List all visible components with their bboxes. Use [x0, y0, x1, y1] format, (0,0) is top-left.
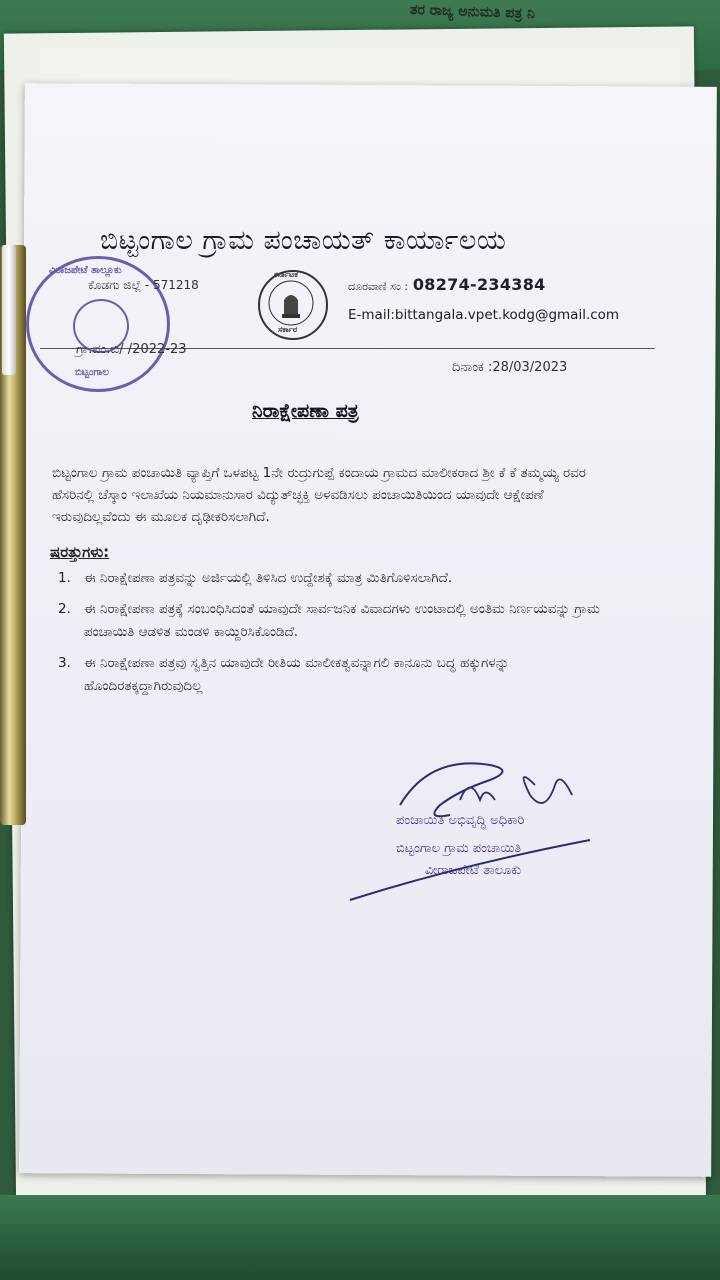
- condition-text: ಈ ನಿರಾಕ್ಷೇಪಣಾ ಪತ್ರವನ್ನು ಅರ್ಜಿಯಲ್ಲಿ ತಿಳಿಸಿದ ಉದ್ದೇಶಕ್ಕೆ ಮಾತ್ರ ಮಿತಿಗೊಳಿಸಲಾಗಿದೆ.: [84, 570, 453, 586]
- phone-number: 08274-234384: [412, 275, 546, 294]
- signatory-office: ಬಿಟ್ಟಂಗಾಲ ಗ್ರಾಮ ಪಂಚಾಯಿತಿ: [396, 841, 522, 856]
- stamp-top-text: ವಿರಾಜಪೇಟೆ ತಾಲ್ಲೂಕು: [49, 265, 122, 276]
- document-title: ನಿರಾಕ್ಷೇಪಣಾ ಪತ್ರ: [252, 400, 359, 422]
- phone-row: [348, 275, 546, 294]
- condition-item: [58, 567, 614, 590]
- condition-item: [58, 652, 614, 698]
- condition-number: 2.: [58, 601, 71, 617]
- office-title: ಬಿಟ್ಟಂಗಾಲ ಗ್ರಾಮ ಪಂಚಾಯತ್ ಕಾರ್ಯಾಲಯ: [100, 225, 507, 256]
- conditions-list: [58, 567, 614, 706]
- emblem-bottom-text: ಸರ್ಕಾರ: [278, 325, 298, 334]
- condition-text: ಈ ನಿರಾಕ್ಷೇಪಣಾ ಪತ್ರವು ಸ್ವತ್ತಿನ ಯಾವುದೇ ರೀತಿಯ ಮಾಲೀಕತ್ವವನ್ನಾಗಲಿ ಕಾನೂನು ಬದ್ಧ ಹಕ್ಕುಗಳನ್ನು ಹೊಂದಿರತಕ್ಕದ್ದಾಗಿರುವುದಿಲ್ಲ: [84, 655, 510, 694]
- condition-item: [58, 598, 614, 644]
- letter-date: ದಿನಾಂಕ :28/03/2023: [452, 360, 568, 375]
- address-line: ಕೊಡಗು ಜಿಲ್ಲೆ - 571218: [88, 278, 199, 292]
- condition-text: ಈ ನಿರಾಕ್ಷೇಪಣಾ ಪತ್ರಕ್ಕೆ ಸಂಬಂಧಿಸಿದಂತೆ ಯಾವುದೇ ಸಾರ್ವಜನಿಕ ವಿವಾದಗಳು ಉಂಟಾದಲ್ಲಿ ಅಂತಿಮ ನಿರ್ಣಯವನ್ನು ಗ್ರಾಮ ಪಂಚಾಯಿತಿ ಆಡಳಿತ ಮಂಡಳಿ ಕಾಯ್ದಿರಿಸಿಕೊಂಡಿದೆ.: [84, 601, 600, 640]
- main-paragraph: ಬಿಟ್ಟಂಗಾಲ ಗ್ರಾಮ ಪಂಚಾಯಿತಿ ವ್ಯಾಪ್ತಿಗೆ ಒಳಪಟ್ಟ 1ನೇ ರುದ್ರುಗುಪ್ಪೆ ಕಂದಾಯ ಗ್ರಾಮದ ಮಾಲೀಕರಾದ ಶ್ರೀ ಕೆ ಕೆ ತಮ್ಮಯ್ಯ ರವರ ಹೆಸರಿನಲ್ಲಿ ಚೆಸ್ಕಾಂ ಇಲಾಖೆಯ ನಿಯಮಾನುಸಾರ ವಿದ್ಯುತ್‌ಚ್ಛಕ್ತಿ ಅಳವಡಿಸಲು ಪಂಚಾಯಿತಿಯಿಂದ ಯಾವುದೇ ಆಕ್ಷೇಪಣೆ ಇರುವುದಿಲ್ಲವೆಂದು ಈ ಮೂಲಕ ದೃಢೀಕರಿಸಲಾಗಿದೆ.: [52, 465, 586, 525]
- handwritten-signature: [340, 745, 600, 915]
- condition-number: 1.: [58, 570, 71, 586]
- round-office-stamp: [26, 256, 170, 392]
- stamp-bottom-text: ಬಿಟ್ಟಂಗಾಲ: [75, 367, 109, 378]
- reference-number: ಗ್ರಾ.ಪಂ.ಬಿ/ /2022-23: [76, 342, 187, 357]
- signatory-taluk: ವೀರಾಜಪೇಟೆ ತಾಲೂಕು: [425, 863, 522, 878]
- emblem-top-text: ಕರ್ನಾಟಕ: [274, 270, 298, 279]
- folder-background-bottom: [0, 1195, 720, 1280]
- background-document-text: ತರ ರಾಜ್ಯ ಅನುಮತಿ ಪತ್ರ ನಿ: [409, 1, 536, 23]
- binder-clip-top: [2, 245, 16, 375]
- signatory-designation: ಪಂಚಾಯಿತಿ ಅಭಿವೃದ್ಧಿ ಅಧಿಕಾರಿ: [396, 813, 525, 828]
- conditions-heading: ಷರತ್ತುಗಳು:: [50, 543, 110, 561]
- email-address: E-mail:bittangala.vpet.kodg@gmail.com: [348, 307, 620, 323]
- condition-number: 3.: [58, 655, 71, 671]
- phone-label: ದೂರವಾಣಿ ಸಂ :: [348, 280, 409, 293]
